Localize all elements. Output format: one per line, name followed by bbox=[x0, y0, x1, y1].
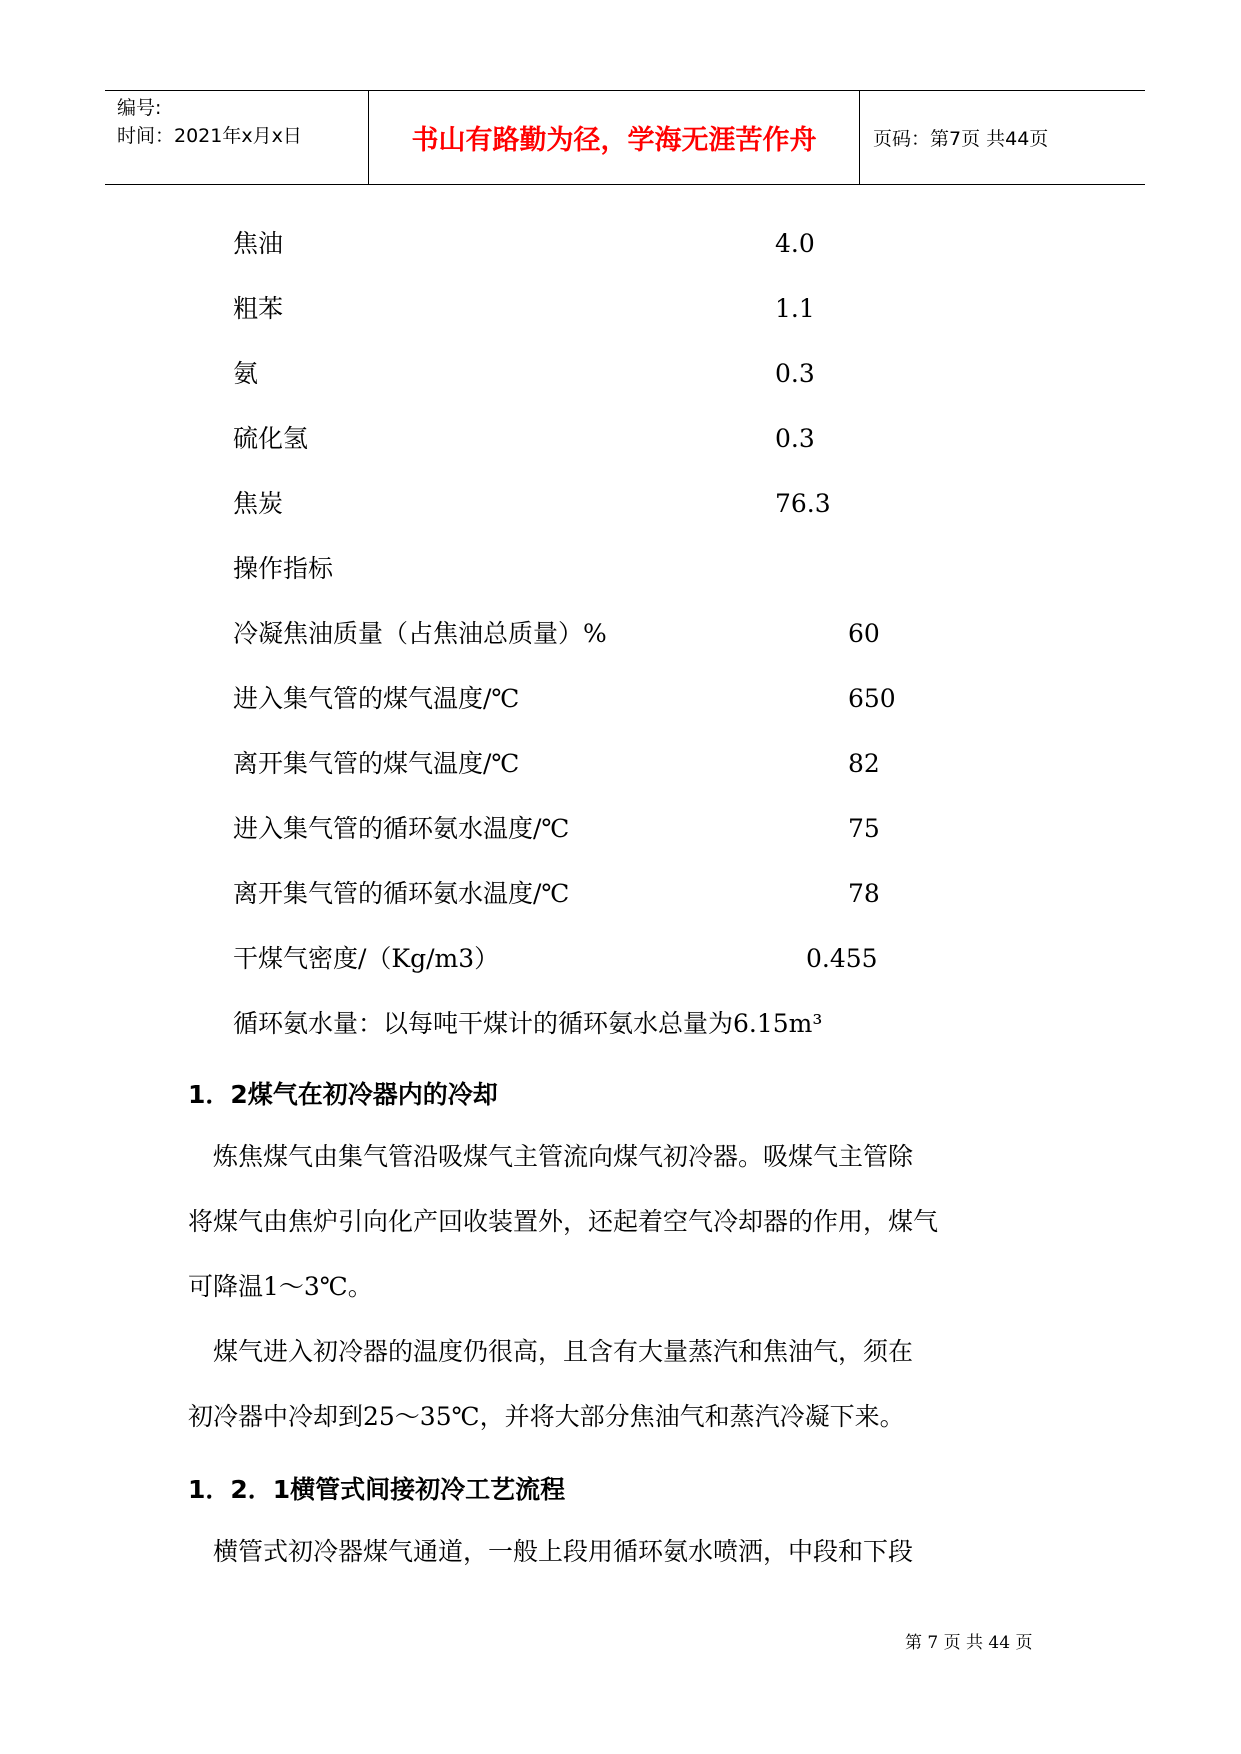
operation-title: 操作指标 bbox=[233, 554, 334, 583]
header-divider bbox=[368, 91, 369, 184]
paragraph-line: 可降温1～3℃。 bbox=[188, 1272, 373, 1301]
paragraph-line: 横管式初冷器煤气通道，一般上段用循环氨水喷洒，中段和下段 bbox=[188, 1537, 914, 1566]
page-header bbox=[105, 90, 1145, 185]
operation-name: 干煤气密度/（Kg/m3） bbox=[233, 944, 500, 973]
paragraph-line: 煤气进入初冷器的温度仍很高，且含有大量蒸汽和焦油气，须在 bbox=[188, 1337, 914, 1366]
operation-name: 进入集气管的煤气温度/℃ bbox=[233, 684, 520, 713]
paragraph-line: 初冷器中冷却到25～35℃，并将大部分焦油气和蒸汽冷凝下来。 bbox=[188, 1402, 905, 1431]
subsection-heading: 1．2．1横管式间接初冷工艺流程 bbox=[188, 1475, 566, 1504]
composition-value: 0.3 bbox=[775, 359, 815, 388]
composition-name: 硫化氢 bbox=[233, 424, 309, 453]
operation-value: 0.455 bbox=[806, 944, 878, 973]
operation-name: 离开集气管的煤气温度/℃ bbox=[233, 749, 520, 778]
composition-value: 4.0 bbox=[775, 229, 815, 258]
page-footer: 第 7 页 共 44 页 bbox=[905, 1633, 1033, 1653]
composition-value: 76.3 bbox=[775, 489, 831, 518]
composition-name: 焦油 bbox=[233, 229, 284, 258]
operation-name: 离开集气管的循环氨水温度/℃ bbox=[233, 879, 570, 908]
composition-value: 1.1 bbox=[775, 294, 815, 323]
header-page-number: 页码：第7页 共44页 bbox=[873, 128, 1049, 150]
operation-value: 60 bbox=[848, 619, 880, 648]
operation-value: 78 bbox=[848, 879, 880, 908]
composition-value: 0.3 bbox=[775, 424, 815, 453]
composition-name: 氨 bbox=[233, 359, 259, 388]
header-divider bbox=[859, 91, 860, 184]
time-label: 时间：2021年x月x日 bbox=[117, 125, 302, 147]
operation-value: 82 bbox=[848, 749, 880, 778]
section-heading: 1．2煤气在初冷器内的冷却 bbox=[188, 1080, 498, 1109]
ammonia-water-line: 循环氨水量：以每吨干煤计的循环氨水总量为6.15m³ bbox=[233, 1009, 823, 1038]
header-motto: 书山有路勤为径，学海无涯苦作舟 bbox=[411, 125, 817, 156]
composition-name: 焦炭 bbox=[233, 489, 284, 518]
paragraph-line: 将煤气由焦炉引向化产回收装置外，还起着空气冷却器的作用，煤气 bbox=[188, 1207, 939, 1236]
composition-name: 粗苯 bbox=[233, 294, 284, 323]
operation-value: 650 bbox=[848, 684, 896, 713]
operation-name: 冷凝焦油质量（占焦油总质量）% bbox=[233, 619, 607, 648]
operation-value: 75 bbox=[848, 814, 880, 843]
paragraph-line: 炼焦煤气由集气管沿吸煤气主管流向煤气初冷器。吸煤气主管除 bbox=[188, 1142, 914, 1171]
header-meta bbox=[117, 94, 302, 150]
number-label: 编号: bbox=[117, 97, 162, 119]
operation-name: 进入集气管的循环氨水温度/℃ bbox=[233, 814, 570, 843]
